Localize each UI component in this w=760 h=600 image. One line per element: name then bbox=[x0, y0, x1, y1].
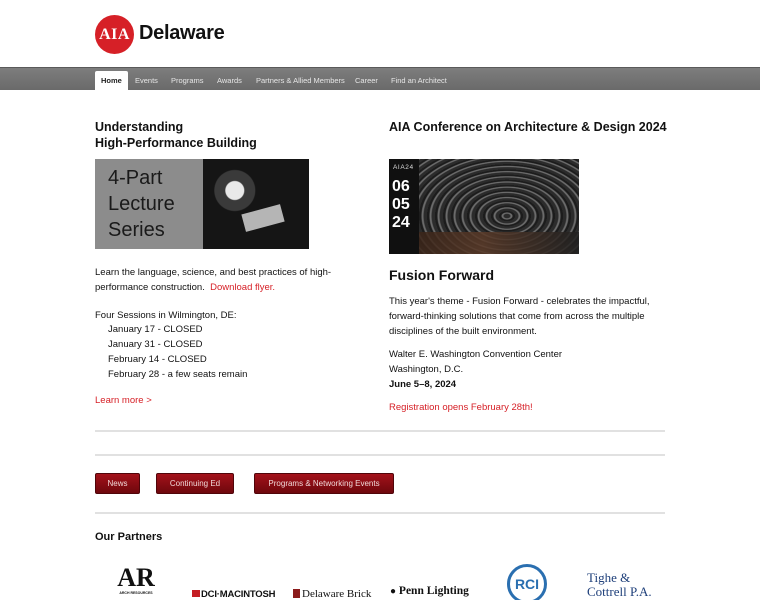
lecture-intro bbox=[95, 265, 365, 295]
lecture-series-banner[interactable] bbox=[95, 159, 309, 249]
intro-line1: Learn the language, science, and best practices of high- bbox=[95, 267, 332, 278]
session-item: February 28 - a few seats remain bbox=[108, 369, 248, 380]
banner-line: Lecture bbox=[108, 193, 175, 215]
venue-name: Walter E. Washington Convention Center bbox=[389, 349, 563, 360]
session-item: February 14 - CLOSED bbox=[108, 354, 207, 365]
site-header bbox=[0, 0, 760, 67]
partner-logo-penn-lighting[interactable] bbox=[390, 585, 469, 597]
download-flyer-link[interactable]: Download flyer. bbox=[210, 282, 276, 293]
registration-link[interactable]: Registration opens February 28th! bbox=[389, 402, 533, 413]
partner-logo-tighe-cottrell[interactable]: Tighe & Cottrell P.A. bbox=[587, 570, 652, 599]
aia24-date bbox=[392, 178, 410, 232]
partner-logo-rci[interactable] bbox=[507, 564, 547, 600]
metro-tunnel-photo bbox=[419, 159, 579, 254]
intro-line2 bbox=[95, 280, 365, 295]
lecture-title-line1: Understanding bbox=[95, 120, 184, 134]
nav-programs[interactable]: Programs bbox=[171, 76, 204, 85]
aia24-tag: AIA24 bbox=[393, 164, 414, 171]
brick-icon bbox=[293, 589, 300, 598]
fusion-forward-heading: Fusion Forward bbox=[389, 267, 494, 283]
nav-home[interactable]: Home bbox=[95, 71, 128, 91]
banner-line: 4-Part bbox=[108, 167, 163, 189]
venue-block bbox=[389, 347, 562, 392]
session-item: January 17 - CLOSED bbox=[108, 324, 203, 335]
divider bbox=[95, 454, 665, 456]
nav-career[interactable]: Career bbox=[355, 76, 378, 85]
rci-mark: RCI bbox=[514, 576, 540, 592]
nav-partners[interactable]: Partners & Allied Members bbox=[256, 76, 345, 85]
conference-dates: June 5–8, 2024 bbox=[389, 379, 457, 390]
aia24-banner[interactable] bbox=[389, 159, 579, 254]
session-list bbox=[108, 322, 247, 382]
dci-macintosh-mark: DCI·MACINTOSH bbox=[201, 589, 276, 600]
penn-lighting-mark: Penn Lighting bbox=[398, 585, 469, 597]
theme-line: This year's theme - Fusion Forward - celebrates the impactful, bbox=[389, 296, 650, 307]
partner-logo-delaware-brick[interactable] bbox=[293, 588, 371, 600]
venue-city: Washington, D.C. bbox=[389, 364, 464, 375]
news-button[interactable]: News bbox=[95, 473, 140, 494]
conference-title: AIA Conference on Architecture & Design 2024 bbox=[389, 120, 667, 134]
divider bbox=[95, 430, 665, 432]
hardhat-worker-photo bbox=[203, 159, 309, 249]
theme-description bbox=[389, 294, 669, 339]
date-part: 24 bbox=[392, 214, 410, 231]
nav-find-architect[interactable]: Find an Architect bbox=[391, 76, 447, 85]
partner-logo-arch-resources[interactable] bbox=[110, 565, 162, 600]
nav-awards[interactable]: Awards bbox=[217, 76, 242, 85]
lecture-title bbox=[95, 119, 257, 151]
session-item: January 31 - CLOSED bbox=[108, 339, 203, 350]
banner-text bbox=[108, 165, 175, 243]
programs-networking-button[interactable]: Programs & Networking Events bbox=[254, 473, 394, 494]
arch-resources-mark: AR bbox=[117, 563, 155, 592]
main-nav bbox=[0, 67, 760, 90]
site-name[interactable]: Delaware bbox=[139, 22, 225, 44]
divider bbox=[95, 512, 665, 514]
continuing-ed-button[interactable]: Continuing Ed bbox=[156, 473, 234, 494]
theme-line: disciplines of the built environment. bbox=[389, 326, 537, 337]
sessions-heading: Four Sessions in Wilmington, DE: bbox=[95, 310, 237, 321]
banner-line: Series bbox=[108, 219, 165, 241]
partner-logo-dci-macintosh[interactable] bbox=[192, 589, 275, 600]
intro-line2-text: performance construction. bbox=[95, 282, 205, 293]
lightbulb-icon: ● bbox=[390, 586, 397, 597]
learn-more-link[interactable]: Learn more > bbox=[95, 395, 152, 406]
arch-resources-caption: ARCH RESOURCES bbox=[119, 591, 153, 595]
date-part: 06 bbox=[392, 178, 410, 195]
aia-logo-mark[interactable]: AIA bbox=[95, 15, 134, 54]
date-part: 05 bbox=[392, 196, 410, 213]
theme-line: forward-thinking solutions that come from across the multiple bbox=[389, 311, 645, 322]
nav-events[interactable]: Events bbox=[135, 76, 158, 85]
dci-square-icon bbox=[192, 590, 200, 597]
lecture-title-line2: High-Performance Building bbox=[95, 136, 257, 150]
partners-heading: Our Partners bbox=[95, 531, 163, 543]
delaware-brick-mark: Delaware Brick bbox=[302, 588, 372, 600]
